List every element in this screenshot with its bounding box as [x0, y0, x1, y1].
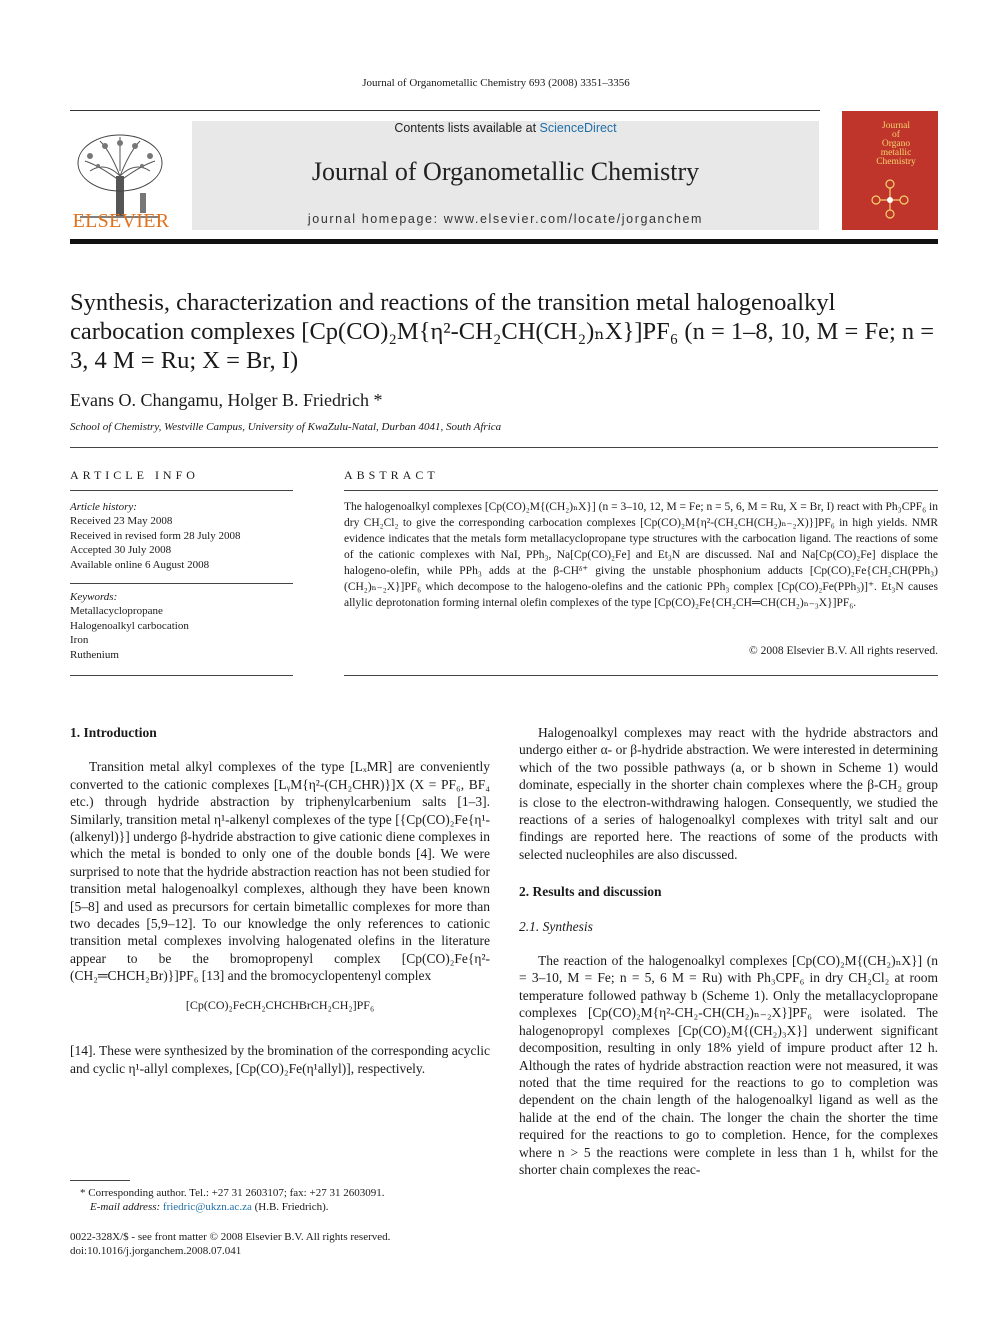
- article-history: [70, 500, 293, 572]
- formula-cyclopentenyl: [Cp(CO)₂FeCH₂CHCHBrCH₂CH₂]PF₆: [185, 997, 375, 1012]
- intro-paragraph-2: [14]. These were synthesized by the bromination of the corresponding acyclic and cyclic η¹-allyl complexes, [Cp(CO)₂Fe(η¹allyl)], respectively.: [70, 1043, 490, 1076]
- right-column: [519, 724, 938, 1178]
- cover-line: Journal: [882, 121, 910, 131]
- keywords: [70, 590, 293, 662]
- journal-citation: Journal of Organometallic Chemistry 693 (2008) 3351–3356: [362, 77, 630, 89]
- keyword: Halogenoalkyl carbocation: [70, 619, 189, 632]
- cover-line: Chemistry: [876, 157, 916, 167]
- abstract-bottom-rule: [344, 675, 938, 676]
- results-heading: 2. Results and discussion: [519, 884, 662, 900]
- keyword: Iron: [70, 634, 89, 647]
- intro-paragraph-1: Transition metal alkyl complexes of the type [LₓMR] are conveniently converted to the cationic complexes [LᵧM{η²-(CH₂CHR)}]X (X = PF₆, BF₄ etc.) through hydride abstraction by triphenylcarbenium salts [1–3]. Similarly, transition metal η¹-alkenyl complexes of the type [{Cp(CO)₂Fe{η¹-(alkenyl)}] undergo β-hydride abstraction to give cationic diene complexes in which the metal is bonded to only one of the double bonds [4]. We were surprised to note that the hydride abstraction reaction has not been studied for transition metal halogenoalkyl complexes, although they have been known [5–8] and used as precursors for certain bimetallic complexes for more than two decades [5,9–12]. To our knowledge the only references to cationic transition metal complexes involving halogenated olefins in the literature appear to be the bromopropenyl complex [Cp(CO)₂Fe{η²-(CH₂═CHCH₂Br)}]PF₆ [13] and the bromocyclopentenyl complex: [70, 759, 490, 984]
- keywords-label: Keywords:: [70, 591, 118, 603]
- cover-molecule-graphic: [858, 170, 922, 224]
- history-item: Received in revised form 28 July 2008: [70, 529, 241, 542]
- history-item: Accepted 30 July 2008: [70, 544, 172, 557]
- sciencedirect-link[interactable]: ScienceDirect: [539, 121, 617, 135]
- elsevier-wordmark: ELSEVIER: [72, 210, 170, 232]
- journal-homepage[interactable]: journal homepage: www.elsevier.com/locate/jorganchem: [307, 212, 704, 226]
- history-label: Article history:: [70, 501, 137, 513]
- footnotes: [80, 1186, 500, 1214]
- contents-line: [192, 121, 819, 135]
- journal-title: Journal of Organometallic Chemistry: [311, 157, 700, 186]
- email-link[interactable]: friedric@ukzn.ac.za: [162, 1201, 252, 1213]
- info-bottom-rule: [70, 675, 293, 676]
- email-tail: (H.B. Friedrich).: [251, 1201, 329, 1213]
- abstract-copyright: © 2008 Elsevier B.V. All rights reserved.: [749, 645, 938, 657]
- corresponding-author-note: * Corresponding author. Tel.: +27 31 2603107; fax: +27 31 2603091.: [80, 1187, 385, 1199]
- cover-line: of: [892, 130, 900, 140]
- article-title: Synthesis, characterization and reactions of the transition metal halogenoalkyl carbocation complexes [Cp(CO)₂M{η²-CH₂CH(CH₂)ₙX}]PF₆ (n = 1–8, 10, M = Fe; n = 3, 4 M = Ru; X = Br, I): [70, 289, 935, 374]
- article-info-heading: ARTICLE INFO: [70, 468, 199, 482]
- front-matter: [70, 1230, 500, 1258]
- doi-line[interactable]: doi:10.1016/j.jorganchem.2008.07.041: [70, 1245, 242, 1257]
- footnote-rule: [70, 1180, 130, 1181]
- left-column: [70, 724, 490, 1077]
- abstract-rule: [344, 490, 938, 491]
- contents-prefix: Contents lists available at: [394, 121, 540, 135]
- email-note: [80, 1200, 500, 1214]
- front-matter-line: 0022-328X/$ - see front matter © 2008 Elsevier B.V. All rights reserved.: [70, 1231, 391, 1243]
- right-paragraph-2: The reaction of the halogenoalkyl complexes [Cp(CO)₂M{(CH₂)ₙX}] (n = 3–10, M = Fe; n = 5, 6 M = Ru) with Ph₃CPF₆ in dry CH₂Cl₂ at room temperature followed pathway b (Scheme 1). Only the metallacyclopropane complexes [Cp(CO)₂M{η²-CH₂-CH(CH₂)ₙ₋₂X}]PF₆ were isolated. The halogenopropyl complexes [Cp(CO)₂M{(CH₂)₃X}] underwent significant decomposition, resulting in only 18% yield of impure product after 12 h. Although the rates of hydride abstraction reaction were not measured, it was noted that the time required for the reactions to go to completion was dependent on the chain length of the halogenoalkyl ligand as well as the halide at the end of the chain. The longer the chain the shorter the time required for the reactions to go to completion. Hence, for the complexes where n > 5 the reactions were complete in less than 1 h, whilst for the shorter chain complexes the reac-: [519, 953, 938, 1177]
- article-authors: Evans O. Changamu, Holger B. Friedrich *: [70, 390, 383, 410]
- history-item: Received 23 May 2008: [70, 515, 173, 528]
- cover-line: metallic: [880, 148, 912, 158]
- info-rule: [70, 490, 293, 491]
- history-item: Available online 6 August 2008: [70, 558, 210, 571]
- abstract-heading: ABSTRACT: [344, 468, 439, 482]
- header-thick-rule: [70, 239, 938, 244]
- intro-heading: 1. Introduction: [70, 725, 157, 740]
- keyword: Metallacyclopropane: [70, 605, 163, 618]
- author-affiliation: School of Chemistry, Westville Campus, University of KwaZulu-Natal, Durban 4041, South Africa: [70, 421, 502, 433]
- title-divider: [70, 447, 938, 448]
- header-rule: [70, 110, 820, 111]
- journal-cover-title: [866, 122, 926, 167]
- cover-line: Organo: [881, 139, 911, 149]
- email-label: E-mail address:: [90, 1201, 163, 1213]
- right-paragraph-1: Halogenoalkyl complexes may react with the hydride abstractors and undergo either α- or β-hydride abstraction. We were interested in determining which of the two possible pathways (a, or b shown in Scheme 1) would dominate, especially in the shorter chain complexes where the β-CH₂ group is close to the electron-withdrawing halogen. Consequently, we studied the reactions of a series of halogenoalkyl complexes with trityl salt and our findings are reported here. The reactions of some of the products with selected nucleophiles are also discussed.: [519, 725, 938, 862]
- keyword: Ruthenium: [70, 648, 119, 661]
- synthesis-heading: 2.1. Synthesis: [519, 918, 593, 934]
- abstract-text: The halogenoalkyl complexes [Cp(CO)₂M{(CH₂)ₙX}] (n = 3–10, 12, M = Fe; n = 5, 6, M = Ru, X = Br, I) react with Ph₃CPF₆ in dry CH₂Cl₂ to give the corresponding carbocation complexes [Cp(CO)₂M{η²-(CH₂CH(CH₂)ₙ₋₂X)}]PF₆ in high yields. NMR evidence indicates that the metals form metallacyclopropane type structures with the carbocation ligand. The reactions of some of the cationic complexes with NaI, PPh₃, Na[Cp(CO)₂Fe] and Et₃N are discussed. NaI and Na[Cp(CO)₂Fe] displace the halogeno-olefin, while PPh₃ adds at the β-CHᵟ⁺ giving the unstable phosphonium adducts [Cp(CO)₂Fe{CH₂CH(PPh₃)(CH₂)ₙ₋₂X}]PF₆ which decompose to the halogeno-olefins and the cationic PPh₃ complex [Cp(CO)₂Fe(PPh₃)]⁺. Et₃N causes allylic deprotonation forming internal olefin complexes of the type [Cp(CO)₂Fe{CH₂CH═CH(CH₂)ₙ₋₃X}]PF₆.: [344, 501, 938, 609]
- keywords-rule: [70, 583, 293, 584]
